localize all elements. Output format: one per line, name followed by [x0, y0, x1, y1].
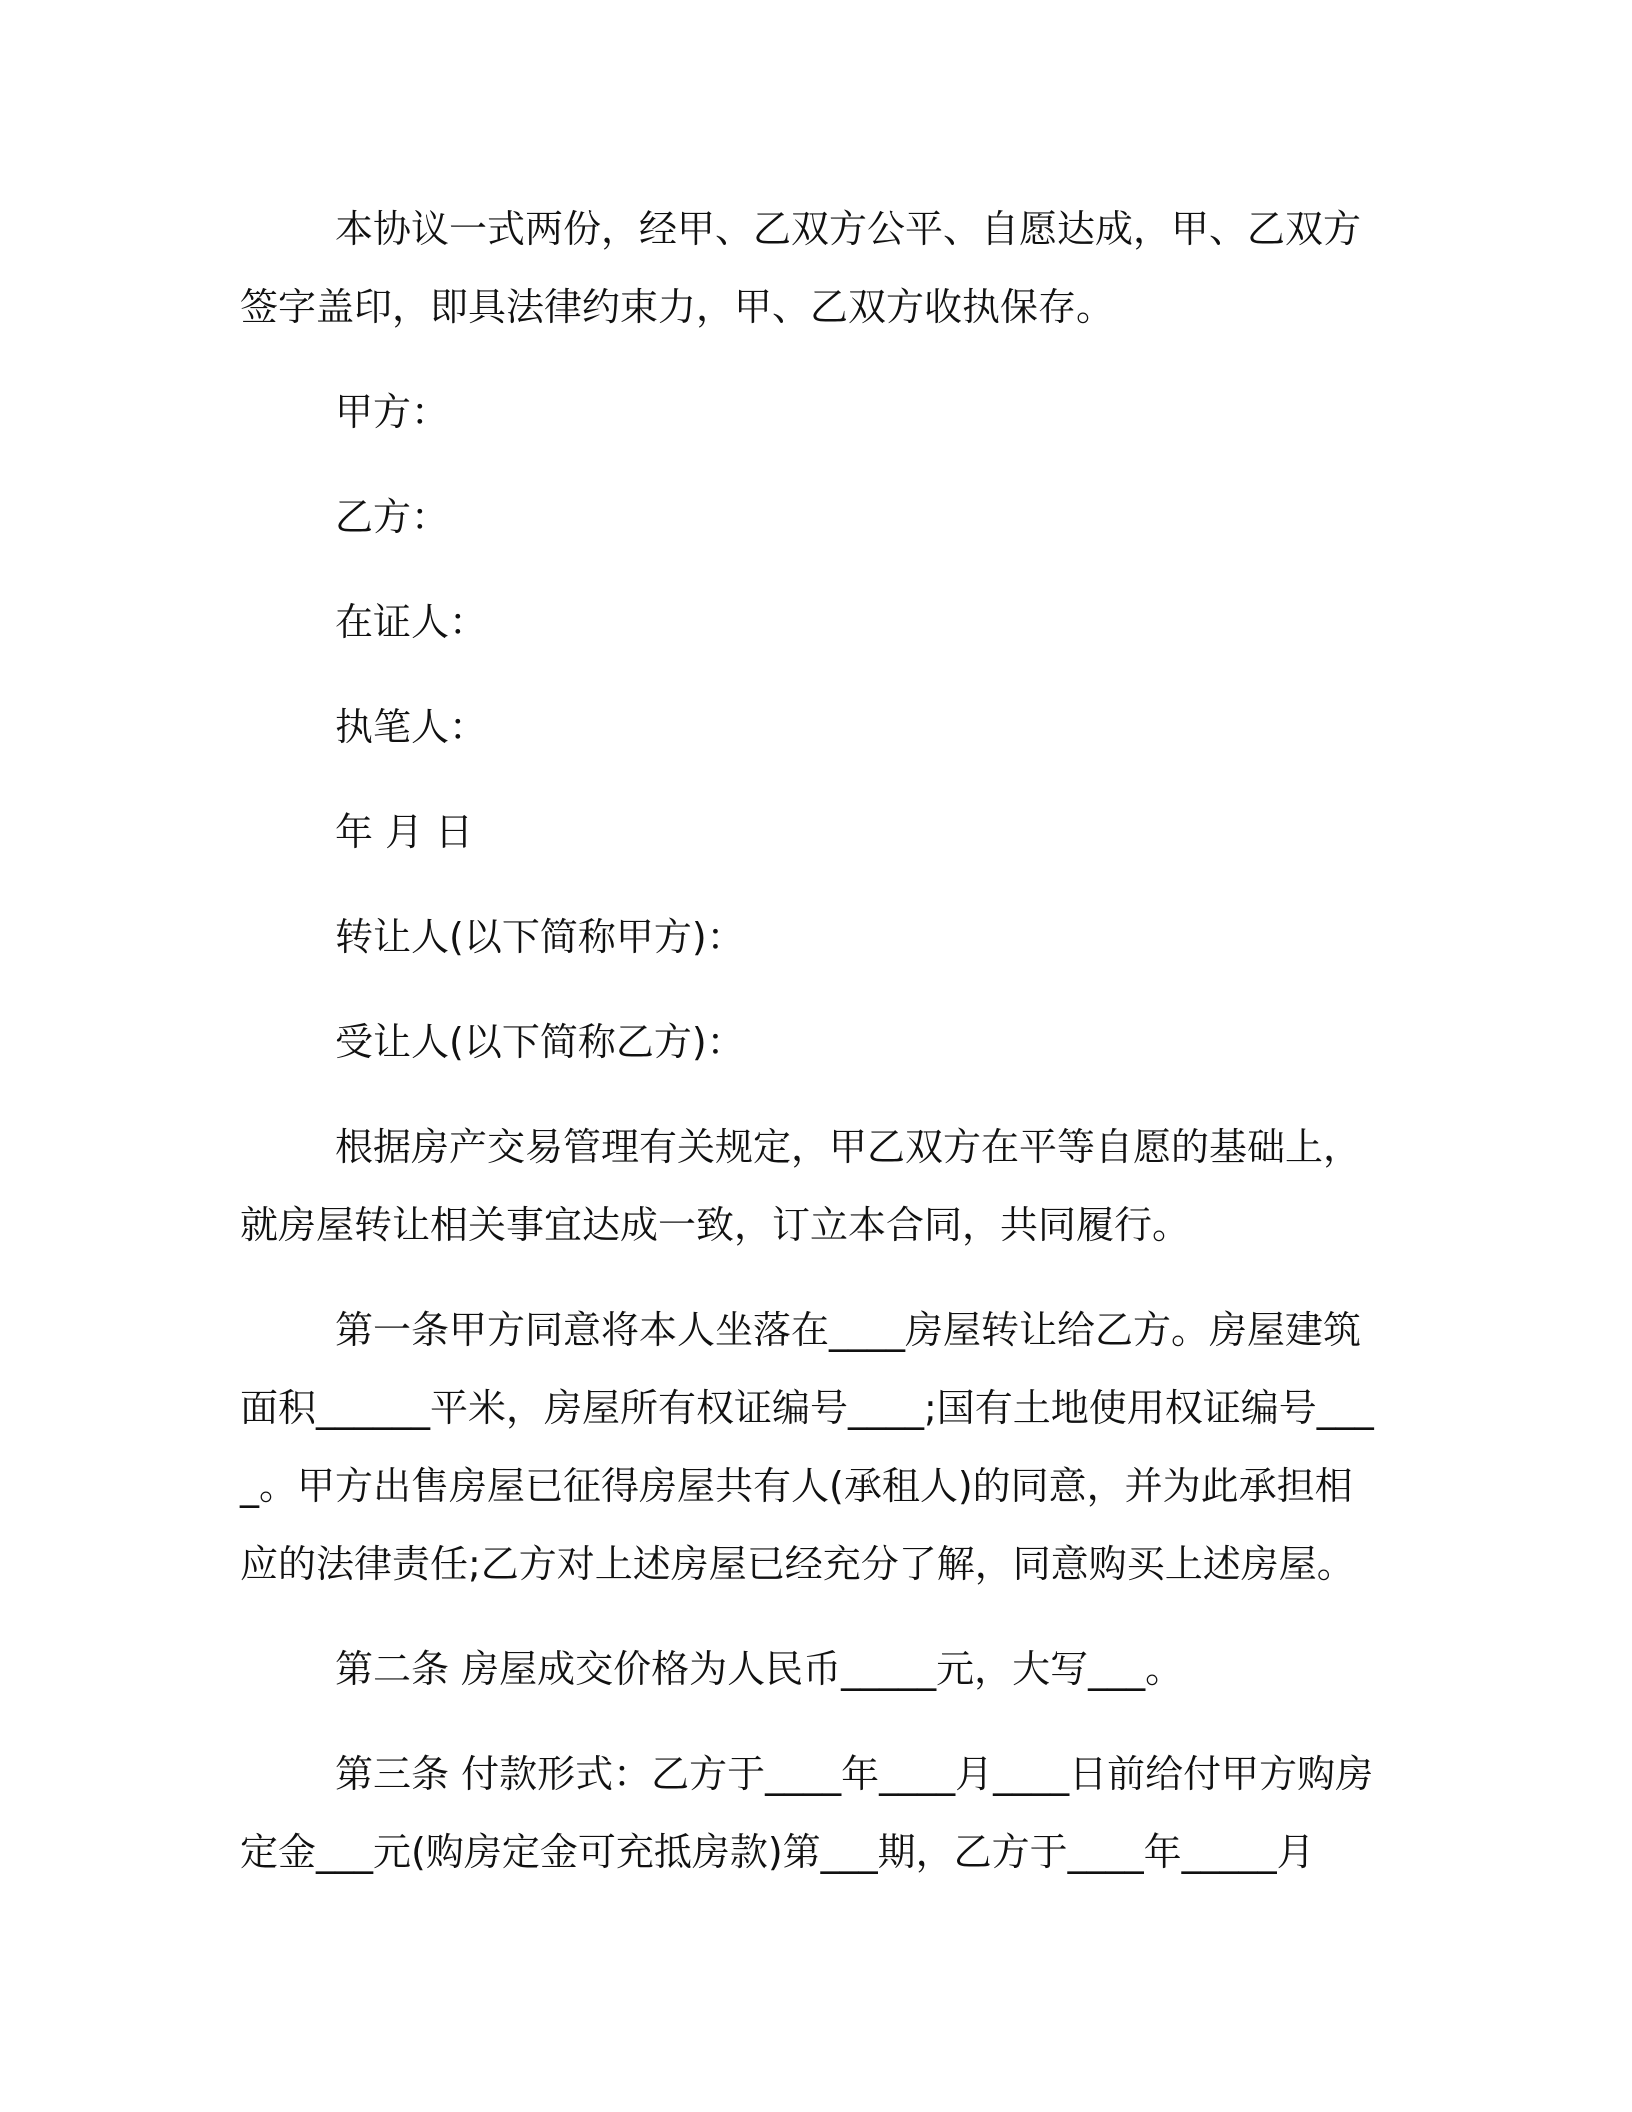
paragraph-article-3: 第三条 付款形式：乙方于____年____月____日前给付甲方购房定金___元(购房定金可充抵房款)第___期，乙方于____年_____月: [240, 1752, 1374, 1874]
paragraph-party-b: 乙方：: [335, 495, 450, 539]
document-body: [240, 190, 1390, 1918]
paragraph-transferee: 受让人(以下简称乙方)：: [335, 1020, 745, 1064]
paragraph-article-1: 第一条甲方同意将本人坐落在____房屋转让给乙方。房屋建筑面积______平米，房屋所有权证编号____;国有土地使用权证编号____。甲方出售房屋已征得房屋共有人(承租人)的同意，并为此承担相应的法律责任;乙方对上述房屋已经充分了解，同意购买上述房屋。: [240, 1308, 1374, 1586]
paragraph-party-a: 甲方：: [335, 390, 450, 434]
paragraph-date: 年 月 日: [335, 810, 474, 854]
paragraph-basis: 根据房产交易管理有关规定，甲乙双方在平等自愿的基础上，就房屋转让相关事宜达成一致，订立本合同，共同履行。: [240, 1125, 1362, 1247]
paragraph-agreement-copies: 本协议一式两份，经甲、乙双方公平、自愿达成，甲、乙双方签字盖印，即具法律约束力，甲、乙双方收执保存。: [240, 207, 1362, 329]
paragraph-witness: 在证人：: [335, 600, 488, 644]
paragraph-transferor: 转让人(以下简称甲方)：: [335, 915, 745, 959]
paragraph-writer: 执笔人：: [335, 705, 488, 749]
paragraph-article-2: 第二条 房屋成交价格为人民币_____元，大写___。: [335, 1647, 1184, 1691]
